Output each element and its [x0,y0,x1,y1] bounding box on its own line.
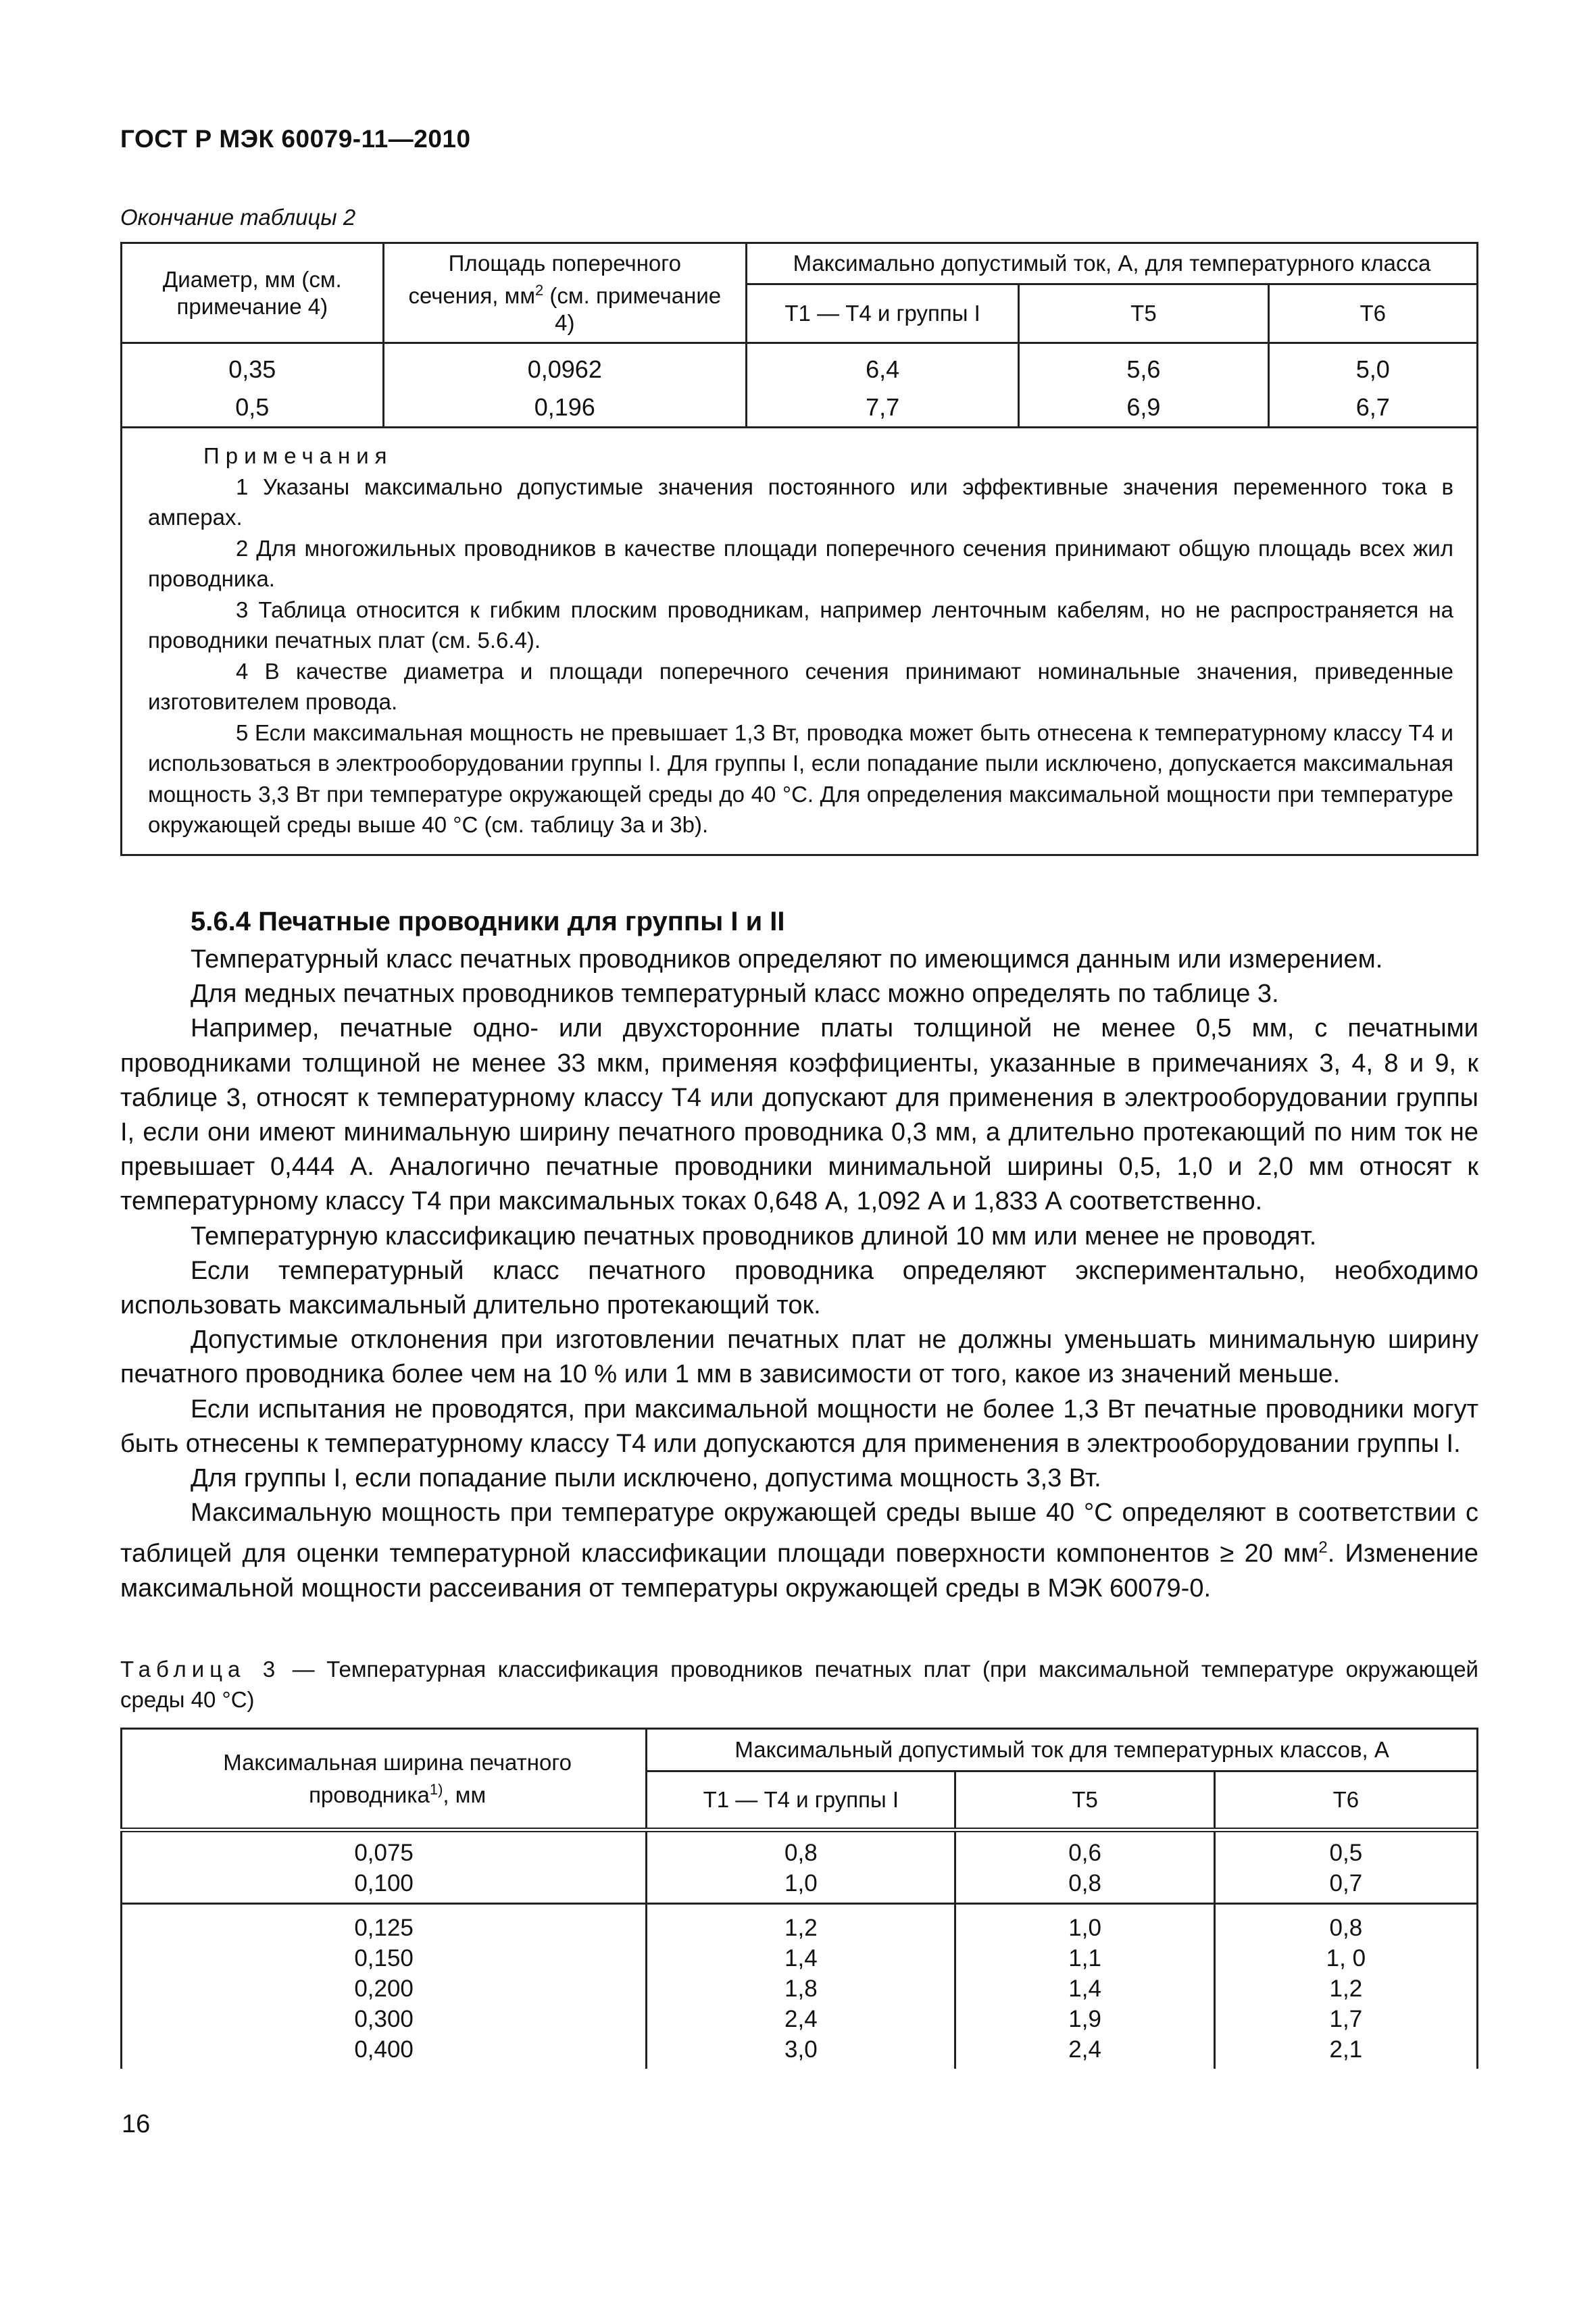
table3-cell: 0,8 1,0 [647,1830,955,1904]
table2-cell: 6,7 [1268,388,1477,428]
paragraph: Для медных печатных проводников температурный класс можно определять по таблице 3. [191,980,1279,1009]
table2-cell: 0,35 [122,343,384,389]
note-item: 5 Если максимальная мощность не превышает 1,3 Вт, проводка может быть отнесена к температурному классу Т4 и использоваться в электрооборудовании группы I. Для группы I, если попадание пыли исключено, допускается максимальная мощность 3,3 Вт при температуре окружающей среды до 40 °С. Для определения максимальной мощности при температуре окружающей среды выше 40 °С (см. таблицу 3а и 3b). [148,720,1453,837]
table2-header-t1-t4: Т1 — Т4 и группы I [746,284,1018,343]
note-item: 1 Указаны максимально допустимые значения постоянного или эффективные значения переменного тока в амперах. [148,474,1453,530]
table3-header-t6: Т6 [1214,1771,1477,1830]
table3-header-t1-t4: Т1 — Т4 и группы I [647,1771,955,1830]
table2-cell: 5,0 [1268,343,1477,389]
table2-cell: 0,196 [383,388,746,428]
table2-header-diameter: Диаметр, мм (см. примечание 4) [122,243,384,343]
note-item: 4 В качестве диаметра и площади поперечного сечения принимают номинальные значения, приведенные изготовителем провода. [148,658,1453,714]
section-heading: 5.6.4 Печатные проводники для группы I и II [191,907,785,936]
table-row [122,388,1478,428]
table2-header-area: Площадь поперечного сечения, $мм^2$ (см. примечание 4) [383,243,746,343]
table2-notes [122,428,1478,855]
table-row [122,1904,1478,2069]
table2-header-t6: Т6 [1268,284,1477,343]
notes-heading: Примечания [203,443,393,468]
table3-header-width: Максимальная ширина печатного проводника$^{1)}$, мм [122,1729,647,1830]
table2 [120,242,1478,856]
table2-cell: 6,9 [1019,388,1268,428]
table-row [122,1830,1478,1904]
paragraph: Если испытания не проводятся, при максимальной мощности не более 1,3 Вт печатные проводники могут быть отнесены к температурному классу Т4 или допускаются для применения в электрооборудовании группы I. [120,1394,1478,1458]
note-item: 2 Для многожильных проводников в качестве площади поперечного сечения принимают общую площадь всех жил проводника. [148,535,1453,591]
table3-cell: 1,0 1,1 1,4 1,9 2,4 [955,1904,1214,2069]
paragraph: Температурную классификацию печатных проводников длиной 10 мм или менее не проводят. [191,1222,1317,1251]
table3-cell: 0,8 1, 0 1,2 1,7 2,1 [1214,1904,1477,2069]
paragraph: Температурный класс печатных проводников определяют по имеющимся данным или измерением. [191,945,1383,974]
page-number: 16 [122,2110,151,2138]
table2-cell: 0,0962 [383,343,746,389]
paragraph: Например, печатные одно- или двухсторонние платы толщиной не менее 0,5 мм, с печатными проводниками толщиной не менее 33 мкм, применяя коэффициенты, указанные в примечаниях 3, 4, 8 и 9, к таблице 3, относят к температурному классу Т4 или допускают для применения в электрооборудовании группы I, если они имеют минимальную ширину печатного проводника 0,3 мм, а длительно протекающий по ним ток не превышает 0,444 А. Аналогично печатные проводники минимальной ширины 0,5, 1,0 и 2,0 мм относят к температурному классу Т4 при максимальных токах 0,648 А, 1,092 А и 1,833 А соответственно. [120,1014,1478,1216]
table2-cell: 0,5 [122,388,384,428]
table-row [122,343,1478,389]
table3-caption: Таблица 3 — Температурная классификация проводников печатных плат (при максимальной температуре окружающей среды 40 °С) [120,1657,1478,1712]
table2-caption: Окончание таблицы 2 [120,205,356,230]
table3-cell: 0,6 0,8 [955,1830,1214,1904]
paragraph: Допустимые отклонения при изготовлении печатных плат не должны уменьшать минимальную ширину печатного проводника более чем на 10 % или 1 мм в зависимости от того, какое из значений меньше. [120,1326,1478,1389]
table3-cell: 0,5 0,7 [1214,1830,1477,1904]
table2-cell: 6,4 [746,343,1018,389]
paragraph: Если температурный класс печатного проводника определяют экспериментально, необходимо использовать максимальный длительно протекающий ток. [120,1256,1478,1320]
table2-cell: 7,7 [746,388,1018,428]
note-item: 3 Таблица относится к гибким плоским проводникам, например ленточным кабелям, но не распространяется на проводники печатных плат (см. 5.6.4). [148,597,1453,653]
section-body [120,942,1478,1607]
document-title: ГОСТ Р МЭК 60079-11—2010 [120,125,471,153]
paragraph: Для группы I, если попадание пыли исключено, допустима мощность 3,3 Вт. [191,1464,1101,1493]
table3-cell: 1,2 1,4 1,8 2,4 3,0 [647,1904,955,2069]
table2-cell: 5,6 [1019,343,1268,389]
table2-header-t5: Т5 [1019,284,1268,343]
table3-header-max-current: Максимальный допустимый ток для температурных классов, А [647,1729,1478,1771]
table3 [120,1728,1478,2069]
table2-header-max-current: Максимально допустимый ток, А, для температурного класса [746,243,1477,284]
paragraph: Максимальную мощность при температуре окружающей среды выше 40 °С определяют в соответствии с таблицей для оценки температурной классификации площади поверхности компонентов ≥ 20 $мм^2$. Изменение максимальной мощности рассеивания от температуры окружающей среды в МЭК 60079-0. [120,1499,1478,1603]
table3-cell: 0,125 0,150 0,200 0,300 0,400 [122,1904,647,2069]
table3-cell: 0,075 0,100 [122,1830,647,1904]
table3-header-t5: Т5 [955,1771,1214,1830]
